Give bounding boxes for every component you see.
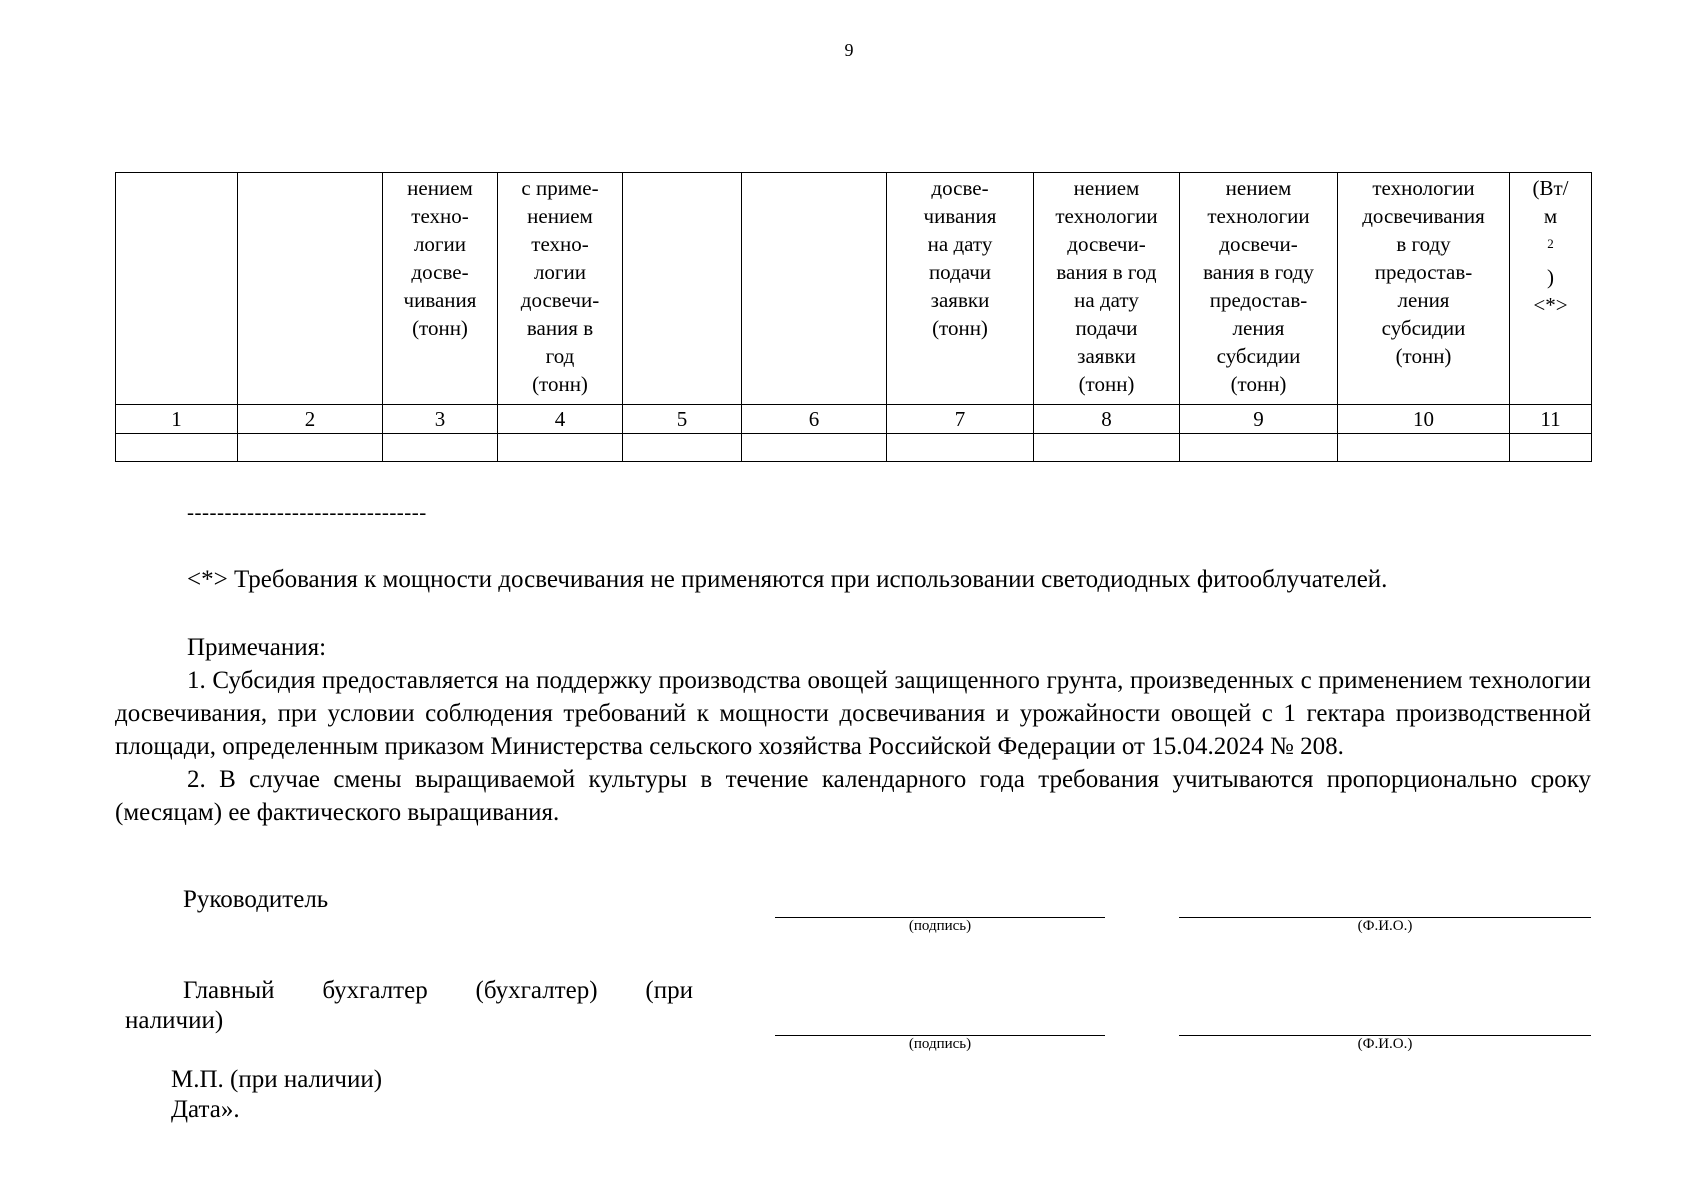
table-cell — [623, 434, 742, 462]
header-cell — [742, 173, 887, 405]
column-number: 6 — [742, 405, 887, 434]
page-number: 9 — [844, 40, 854, 60]
header-cell — [238, 173, 383, 405]
column-number: 3 — [383, 405, 498, 434]
column-number: 5 — [623, 405, 742, 434]
column-number: 2 — [238, 405, 383, 434]
accountant-word: Главный — [183, 977, 275, 1004]
table-cell — [1338, 434, 1510, 462]
table-cell — [1034, 434, 1180, 462]
note-item: 2. В случае смены выращиваемой культуры в течение календарного года требования учитываются пропорционально сроку (месяцам) ее фактического выращивания. — [115, 766, 1591, 826]
column-number: 4 — [498, 405, 623, 434]
stamp-label: М.П. (при наличии) — [171, 1066, 383, 1093]
power-unit-line2: м $^2$ ) — [1543, 204, 1558, 289]
header-cell: досве- чивания на дату подачи заявки (тонн) — [887, 173, 1034, 405]
head-signature-caption: (подпись) — [908, 918, 972, 934]
footnote-marker: <*> — [1533, 293, 1568, 317]
column-number-row — [116, 405, 1592, 434]
table-header-row — [116, 173, 1592, 405]
table-cell — [116, 434, 238, 462]
column-number: 1 — [116, 405, 238, 434]
header-cell: нением технологии досвечи- вания в год на дату подачи заявки (тонн) — [1034, 173, 1180, 405]
accountant-label — [125, 976, 693, 1036]
accountant-label-line2: наличии) — [125, 1007, 224, 1034]
header-cell — [623, 173, 742, 405]
column-number: 10 — [1338, 405, 1510, 434]
table-row-empty — [116, 434, 1592, 462]
column-number: 7 — [887, 405, 1034, 434]
table-cell — [498, 434, 623, 462]
column-number: 9 — [1180, 405, 1338, 434]
table-cell — [1180, 434, 1338, 462]
table-cell — [887, 434, 1034, 462]
header-cell: с приме- нением техно- логии досвечи- вания в год (тонн) — [498, 173, 623, 405]
table-cell — [742, 434, 887, 462]
header-cell — [116, 173, 238, 405]
notes-section — [115, 631, 1591, 829]
column-number: 8 — [1034, 405, 1180, 434]
header-cell: технологии досвечивания в году предостав- ления субсидии (тонн) — [1338, 173, 1510, 405]
accountant-word: бухгалтер — [322, 977, 428, 1004]
header-cell: нением техно- логии досве- чивания (тонн) — [383, 173, 498, 405]
accountant-signature-caption: (подпись) — [908, 1036, 972, 1052]
head-name-caption: (Ф.И.О.) — [1357, 918, 1413, 934]
accountant-name-caption: (Ф.И.О.) — [1357, 1036, 1413, 1052]
head-label: Руководитель — [183, 886, 329, 913]
footnote-separator: -------------------------------- — [187, 500, 427, 524]
note-item: 1. Субсидия предоставляется на поддержку производства овощей защищенного грунта, произведенных с применением технологии досвечивания, при условии соблюдения требований к мощности досвечивания и урожайности овощей с 1 гектара производственной площади, определенным приказом Министерства сельского хозяйства Российской Федерации от 15.04.2024 № 208. — [115, 667, 1591, 760]
date-label: Дата». — [171, 1096, 240, 1123]
table-cell — [238, 434, 383, 462]
footnote: <*> Требования к мощности досвечивания не применяются при использовании светодиодных фитооблучателей. — [187, 566, 1388, 593]
header-cell: нением технологии досвечи- вания в году предостав- ления субсидии (тонн) — [1180, 173, 1338, 405]
notes-title: Примечания: — [187, 634, 327, 661]
accountant-word: (бухгалтер) — [475, 977, 598, 1004]
accountant-word: (при — [645, 977, 693, 1004]
table-cell — [1510, 434, 1592, 462]
table-cell — [383, 434, 498, 462]
header-cell-power — [1510, 173, 1592, 405]
power-unit-line1: (Вт/ — [1532, 176, 1569, 200]
report-table — [115, 172, 1592, 462]
column-number: 11 — [1510, 405, 1592, 434]
